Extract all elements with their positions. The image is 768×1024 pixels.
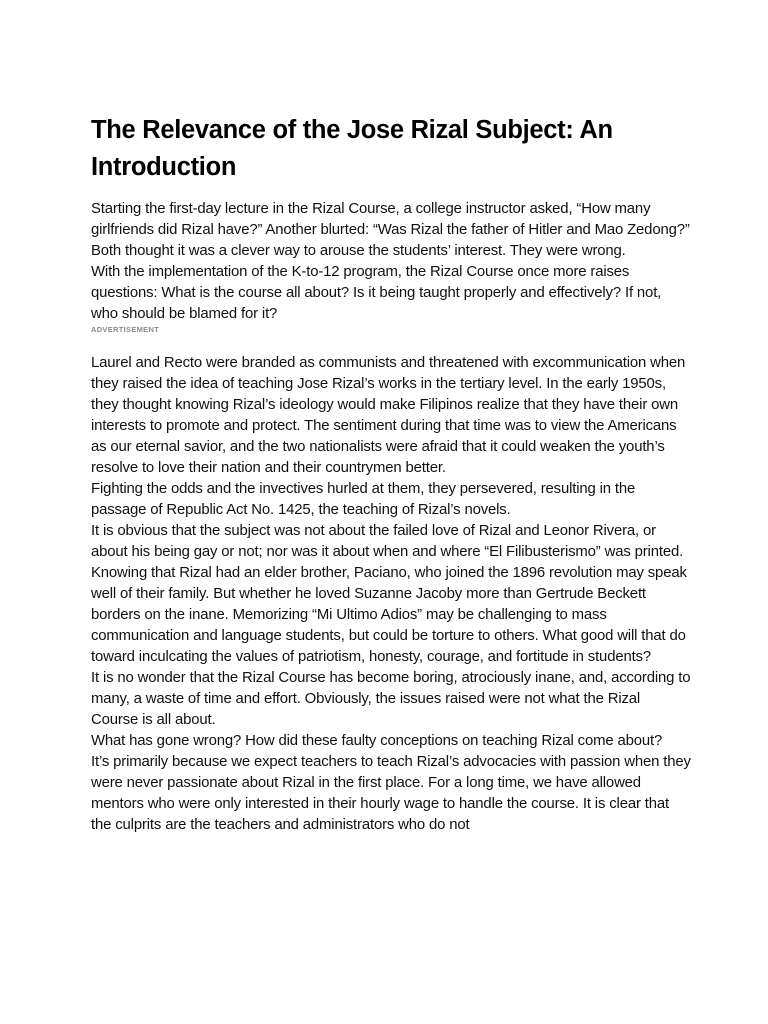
paragraph-4: Fighting the odds and the invectives hurled at them, they persevered, resulting in the passage of Republic Act No. 1425, the teaching of Rizal’s novels. (91, 481, 636, 518)
paragraph-5: It is obvious that the subject was not about the failed love of Rizal and Leonor Rivera, or about his being gay or not; nor was it about when and where “El Filibusterismo” was printed. Knowing that Rizal had an elder brother, Paciano, who joined the 1896 revolution may speak well of their family. But whether he loved Suzanne Jacoby more than Gertrude Beckett borders on the inane. Memorizing “Mi Ultimo Adios” may be challenging to mass communication and language students, but could be torture to others. What good will that do toward inculcating the values of patriotism, honesty, courage, and fortitude in students? (91, 523, 687, 665)
document-page (91, 112, 691, 836)
paragraph-6: It is no wonder that the Rizal Course has become boring, atrociously inane, and, according to many, a waste of time and effort. Obviously, the issues raised were not what the Rizal Course is all about. (91, 670, 691, 728)
advertisement-label: ADVERTISEMENT (91, 325, 160, 334)
paragraph-7: What has gone wrong? How did these faulty conceptions on teaching Rizal come about? (91, 733, 663, 749)
paragraph-1: Starting the first-day lecture in the Rizal Course, a college instructor asked, “How many girlfriends did Rizal have?” Another blurted: “Was Rizal the father of Hitler and Mao Zedong?” Both thought it was a clever way to arouse the students’ interest. They were wrong. (91, 201, 690, 259)
paragraph-2: With the implementation of the K-to-12 program, the Rizal Course once more raises questions: What is the course all about? Is it being taught properly and effectively? If not, who should be blamed for it? (91, 264, 662, 322)
paragraph-8: It’s primarily because we expect teachers to teach Rizal’s advocacies with passion when they were never passionate about Rizal in the first place. For a long time, we have allowed mentors who were only interested in their hourly wage to handle the course. It is clear that the culprits are the teachers and administrators who do not (91, 754, 691, 833)
article-title: The Relevance of the Jose Rizal Subject: An Introduction (91, 116, 613, 181)
paragraph-3: Laurel and Recto were branded as communists and threatened with excommunication when they raised the idea of teaching Jose Rizal’s works in the tertiary level. In the early 1950s, they thought knowing Rizal’s ideology would make Filipinos realize that they have their own interests to promote and protect. The sentiment during that time was to view the Americans as our eternal savior, and the two nationalists were afraid that it could weaken the youth’s resolve to love their nation and their countrymen better. (91, 355, 686, 476)
